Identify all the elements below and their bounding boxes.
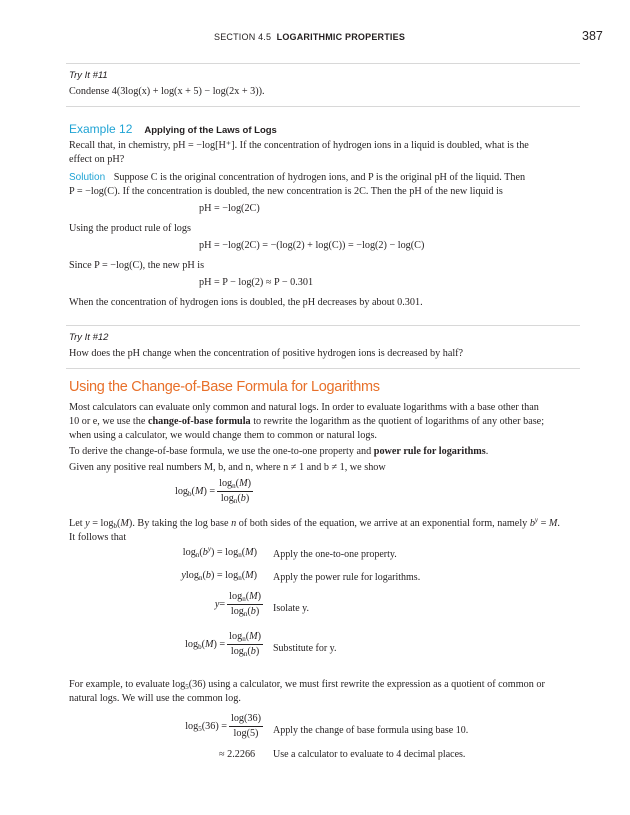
para1-line-2 — [69, 415, 544, 430]
step-3-math: y = $\frac{\log n(M)}{\log n(b)}$ — [214, 591, 261, 618]
section-title: LOGARITHMIC PROPERTIES — [276, 32, 406, 42]
step-4-note: Substitute for y. — [273, 643, 337, 654]
para1-line-1: Most calculators can evaluate only common and natural logs. In order to evaluate logarithms with a base other than — [69, 402, 539, 413]
solution-line-1 — [69, 171, 525, 186]
para1-line-3: when using a calculator, we would change them to common or natural logs. — [69, 430, 377, 441]
example-title: Applying of the Laws of Logs — [144, 125, 277, 136]
since-text: Since P = −log(C), the new pH is — [69, 260, 205, 271]
equation-1: pH = −log(2C) — [199, 203, 260, 214]
para1-text: 10 or e, we use the — [69, 416, 148, 427]
para2 — [69, 445, 488, 460]
section-heading: Using the Change-of-Base Formula for Logarithms — [69, 379, 380, 395]
step-2-note: Apply the power rule for logarithms. — [273, 572, 421, 583]
calc-step-2-note: Use a calculator to evaluate to 4 decimal places. — [273, 749, 466, 760]
step-2-math: y log n ( b ) = log n ( M ) — [181, 570, 257, 582]
example-heading — [69, 120, 277, 138]
let-text-line-1: Let y = logb(M). By taking the log base n of both sides of the equation, we arrive at an exponential form, namely $b^y = M$. — [69, 516, 560, 530]
section-number: SECTION 4.5 — [214, 32, 272, 42]
example-text-line-2: natural logs. We will use the common log. — [69, 693, 241, 704]
step-3-note: Isolate y. — [273, 603, 310, 614]
example-label: Example 12 — [69, 122, 133, 136]
para1-text: to rewrite the logarithm as the quotient of logarithms of any other base; — [250, 416, 545, 427]
let-text-line-2: It follows that — [69, 532, 127, 543]
try-it-11-label: Try It #11 — [69, 70, 108, 81]
solution-label: Solution — [69, 172, 106, 183]
try-it-11-text: Condense 4(3log(x) + log(x + 5) − log(2x + 3)). — [69, 86, 265, 97]
equation-3: pH = P − log(2) ≈ P − 0.301 — [199, 277, 314, 288]
example-problem-line-1: Recall that, in chemistry, pH = −log[H⁺]. If the concentration of hydrogen ions in a liquid is doubled, what is the — [69, 140, 529, 151]
change-of-base-formula: logb(M) = $\frac{\log n(M)}{\log n(b)}$ — [175, 478, 251, 505]
step-1-note: Apply the one-to-one property. — [273, 549, 397, 560]
given-text: Given any positive real numbers M, b, and n, where n ≠ 1 and b ≠ 1, we show — [69, 462, 386, 473]
example-problem-line-2: effect on pH? — [69, 154, 125, 165]
try-it-12-text: How does the pH change when the concentration of positive hydrogen ions is decreased by half? — [69, 348, 464, 359]
divider — [66, 106, 580, 107]
divider — [66, 368, 580, 369]
para2-text: To derive the change-of-base formula, we use the one-to-one property and — [69, 446, 374, 457]
solution-text-1: Suppose C is the original concentration of hydrogen ions, and P is the original pH of the liquid. Then — [113, 172, 526, 183]
calc-step-1-note: Apply the change of base formula using base 10. — [273, 725, 469, 736]
change-of-base-term: change-of-base formula — [147, 416, 251, 427]
step-4-math: log b ( M ) = $\frac{\log n(M)}{\log n(b)}$ — [185, 631, 261, 658]
equation-2: pH = −log(2C) = −(log(2) + log(C)) = −log(2) − log(C) — [199, 240, 425, 251]
solution-line-2: P = −log(C). If the concentration is doubled, the new concentration is 2C. Then the pH of the new liquid is — [69, 186, 503, 197]
divider — [66, 325, 580, 326]
page-number: 387 — [582, 29, 603, 43]
calc-step-2-math: ≈ 2.2266 — [219, 749, 256, 760]
conclusion-text: When the concentration of hydrogen ions is doubled, the pH decreases by about 0.301. — [69, 297, 423, 308]
example-text-line-1: For example, to evaluate log5(36) using a calculator, we must first rewrite the expression as a quotient of common or — [69, 679, 545, 691]
product-rule-text: Using the product rule of logs — [69, 223, 191, 234]
power-rule-term: power rule for logarithms — [373, 446, 486, 457]
para2-text: . — [485, 446, 489, 457]
try-it-12-label: Try It #12 — [69, 332, 109, 343]
step-1-math: log n ( $b^y$ ) = log n ( M ) — [182, 545, 257, 559]
running-header — [214, 32, 405, 42]
divider — [66, 63, 580, 64]
calc-step-1-math: log 5 (36) = $\frac{\log(36)}{\log(5)}$ — [185, 713, 261, 739]
